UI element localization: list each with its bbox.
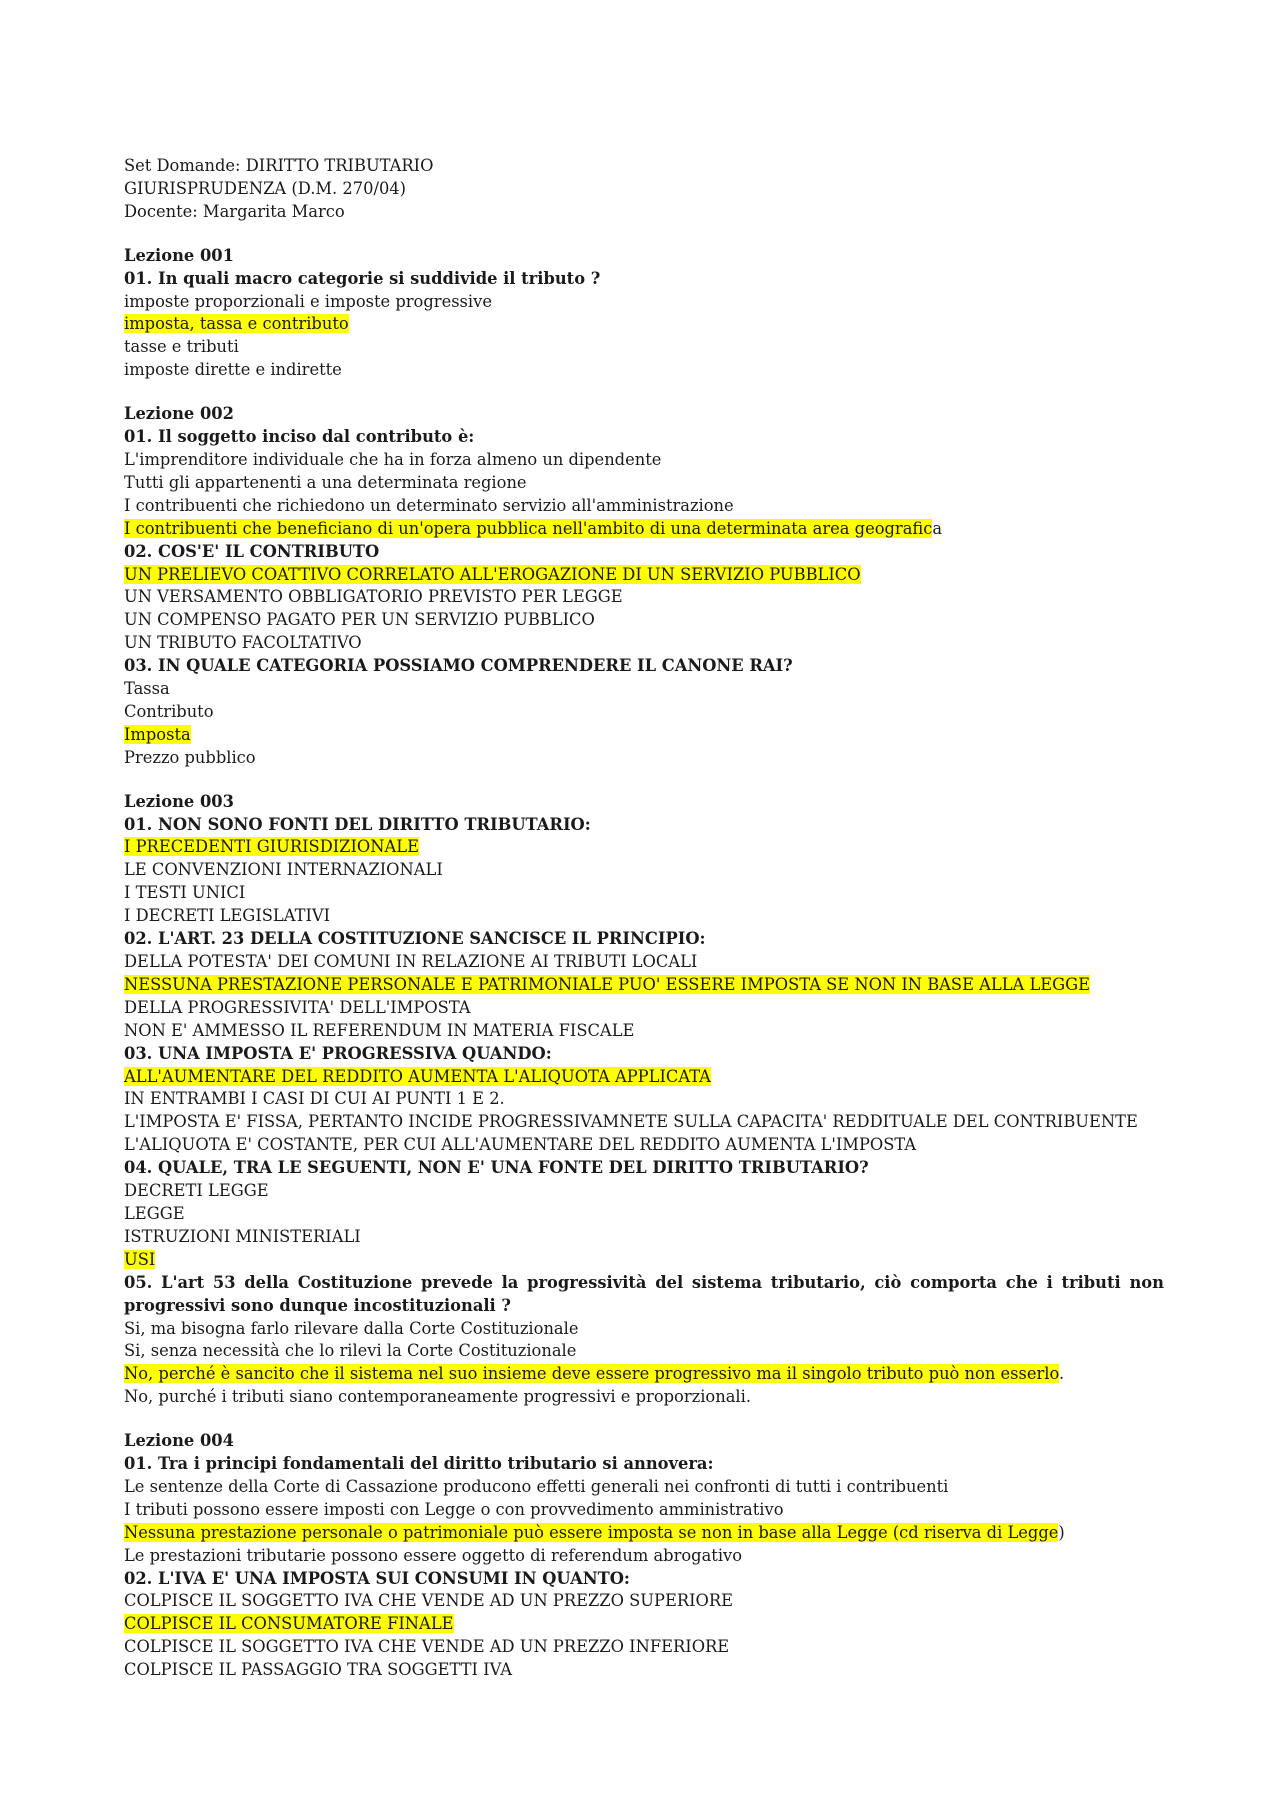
highlight-mark: Nessuna prestazione personale o patrimoniale può essere imposta se non in base alla Legge (cd riserva di Legge bbox=[124, 1522, 1059, 1542]
answer-suffix: a bbox=[932, 518, 943, 538]
highlight-mark: ALL'AUMENTARE DEL REDDITO AUMENTA L'ALIQUOTA APPLICATA bbox=[124, 1066, 711, 1086]
lesson-title: Lezione 002 bbox=[124, 404, 234, 424]
question-text: 01. Tra i principi fondamentali del diritto tributario si annovera: bbox=[124, 1454, 714, 1474]
section-spacer bbox=[124, 770, 1164, 791]
answer-option: imposte dirette e indirette bbox=[124, 360, 342, 380]
answer-option-correct bbox=[124, 1522, 1164, 1545]
header-line-course: GIURISPRUDENZA (D.M. 270/04) bbox=[124, 178, 407, 198]
answer-option: tasse e tributi bbox=[124, 337, 239, 357]
header-line-teacher: Docente: Margarita Marco bbox=[124, 201, 345, 221]
highlight-mark: Imposta bbox=[124, 724, 191, 744]
answer-option-correct bbox=[124, 1066, 1164, 1089]
answer-option: LEGGE bbox=[124, 1203, 185, 1223]
question-text: 05. L'art 53 della Costituzione prevede la progressività del sistema tributario, ciò comporta che i tributi non progressivi sono dunque incostituzionali ? bbox=[124, 1272, 1164, 1315]
answer-option: UN TRIBUTO FACOLTATIVO bbox=[124, 633, 362, 653]
lesson-section bbox=[124, 403, 1164, 770]
question-text: 02. COS'E' IL CONTRIBUTO bbox=[124, 541, 380, 561]
lesson-section bbox=[124, 791, 1164, 1409]
answer-option: Si, senza necessità che lo rilevi la Corte Costituzionale bbox=[124, 1341, 577, 1361]
answer-option: No, purché i tributi siano contemporaneamente progressivi e proporzionali. bbox=[124, 1387, 752, 1407]
answer-option: DECRETI LEGGE bbox=[124, 1181, 269, 1201]
answer-option: imposte proporzionali e imposte progressive bbox=[124, 291, 492, 311]
answer-option: UN COMPENSO PAGATO PER UN SERVIZIO PUBBLICO bbox=[124, 610, 595, 630]
answer-option: NON E' AMMESSO IL REFERENDUM IN MATERIA FISCALE bbox=[124, 1020, 635, 1040]
answer-option: L'ALIQUOTA E' COSTANTE, PER CUI ALL'AUMENTARE DEL REDDITO AUMENTA L'IMPOSTA bbox=[124, 1135, 917, 1155]
document-page bbox=[124, 155, 1164, 1682]
header-line-subject: Set Domande: DIRITTO TRIBUTARIO bbox=[124, 156, 434, 175]
section-spacer bbox=[124, 224, 1164, 245]
highlight-mark: NESSUNA PRESTAZIONE PERSONALE E PATRIMONIALE PUO' ESSERE IMPOSTA SE NON IN BASE ALLA LEGGE bbox=[124, 974, 1091, 994]
answer-option: Tutti gli appartenenti a una determinata regione bbox=[124, 472, 527, 492]
answer-suffix: . bbox=[1058, 1364, 1065, 1384]
highlight-mark: USI bbox=[124, 1249, 156, 1269]
lesson-section bbox=[124, 1430, 1164, 1682]
question-text: 01. NON SONO FONTI DEL DIRITTO TRIBUTARIO: bbox=[124, 814, 591, 834]
question-text: 02. L'IVA E' UNA IMPOSTA SUI CONSUMI IN QUANTO: bbox=[124, 1568, 630, 1588]
answer-option: Contributo bbox=[124, 701, 214, 721]
answer-option: Le prestazioni tributarie possono essere oggetto di referendum abrogativo bbox=[124, 1545, 743, 1565]
answer-option-correct bbox=[124, 1613, 1164, 1636]
answer-option: COLPISCE IL PASSAGGIO TRA SOGGETTI IVA bbox=[124, 1660, 512, 1680]
lesson-title: Lezione 001 bbox=[124, 245, 234, 265]
question-text: 01. Il soggetto inciso dal contributo è: bbox=[124, 427, 475, 447]
answer-option: Tassa bbox=[124, 679, 170, 699]
answer-suffix: ) bbox=[1058, 1522, 1065, 1542]
answer-option: Si, ma bisogna farlo rilevare dalla Corte Costituzionale bbox=[124, 1318, 579, 1338]
answer-option-correct bbox=[124, 1249, 1164, 1272]
answer-option: DELLA PROGRESSIVITA' DELL'IMPOSTA bbox=[124, 997, 471, 1017]
section-spacer bbox=[124, 382, 1164, 403]
answer-option-correct bbox=[124, 518, 1164, 541]
question-text: 04. QUALE, TRA LE SEGUENTI, NON E' UNA FONTE DEL DIRITTO TRIBUTARIO? bbox=[124, 1158, 869, 1178]
answer-option-correct bbox=[124, 1363, 1164, 1386]
section-spacer bbox=[124, 1409, 1164, 1430]
answer-option: I DECRETI LEGISLATIVI bbox=[124, 906, 331, 926]
highlight-mark: UN PRELIEVO COATTIVO CORRELATO ALL'EROGAZIONE DI UN SERVIZIO PUBBLICO bbox=[124, 564, 861, 584]
answer-option: L'IMPOSTA E' FISSA, PERTANTO INCIDE PROGRESSIVAMNETE SULLA CAPACITA' REDDITUALE DEL CONTRIBUENTE bbox=[124, 1112, 1138, 1132]
lesson-section bbox=[124, 245, 1164, 382]
answer-option: Prezzo pubblico bbox=[124, 747, 256, 767]
question-text: 03. UNA IMPOSTA E' PROGRESSIVA QUANDO: bbox=[124, 1043, 552, 1063]
answer-option-correct bbox=[124, 724, 1164, 747]
highlight-mark: imposta, tassa e contributo bbox=[124, 314, 349, 334]
answer-option: LE CONVENZIONI INTERNAZIONALI bbox=[124, 860, 443, 880]
answer-option: L'imprenditore individuale che ha in forza almeno un dipendente bbox=[124, 449, 662, 469]
answer-option-correct bbox=[124, 836, 1164, 859]
lesson-title: Lezione 004 bbox=[124, 1431, 234, 1451]
highlight-mark: I contribuenti che beneficiano di un'opera pubblica nell'ambito di una determinata area geografic bbox=[124, 518, 933, 538]
lessons-container bbox=[124, 224, 1164, 1682]
answer-option: COLPISCE IL SOGGETTO IVA CHE VENDE AD UN PREZZO SUPERIORE bbox=[124, 1591, 734, 1611]
doc-header bbox=[124, 155, 1164, 224]
answer-option: I TESTI UNICI bbox=[124, 883, 246, 903]
lesson-title: Lezione 003 bbox=[124, 791, 234, 811]
answer-option: I tributi possono essere imposti con Legge o con provvedimento amministrativo bbox=[124, 1499, 784, 1519]
highlight-mark: COLPISCE IL CONSUMATORE FINALE bbox=[124, 1614, 454, 1634]
answer-option: IN ENTRAMBI I CASI DI CUI AI PUNTI 1 E 2. bbox=[124, 1089, 505, 1109]
answer-option: DELLA POTESTA' DEI COMUNI IN RELAZIONE AI TRIBUTI LOCALI bbox=[124, 952, 698, 971]
answer-option: ISTRUZIONI MINISTERIALI bbox=[124, 1226, 361, 1246]
question-text: 01. In quali macro categorie si suddivide il tributo ? bbox=[124, 268, 601, 288]
answer-option-correct bbox=[124, 313, 1164, 336]
answer-option: Le sentenze della Corte di Cassazione producono effetti generali nei confronti di tutti i contribuenti bbox=[124, 1476, 949, 1496]
question-text: 03. IN QUALE CATEGORIA POSSIAMO COMPRENDERE IL CANONE RAI? bbox=[124, 656, 793, 676]
highlight-mark: I PRECEDENTI GIURISDIZIONALE bbox=[124, 837, 419, 857]
answer-option-correct bbox=[124, 564, 1164, 587]
answer-option: UN VERSAMENTO OBBLIGATORIO PREVISTO PER LEGGE bbox=[124, 587, 623, 607]
question-text: 02. L'ART. 23 DELLA COSTITUZIONE SANCISCE IL PRINCIPIO: bbox=[124, 929, 706, 949]
answer-option-correct bbox=[124, 974, 1164, 997]
answer-option: I contribuenti che richiedono un determinato servizio all'amministrazione bbox=[124, 495, 734, 515]
answer-option: COLPISCE IL SOGGETTO IVA CHE VENDE AD UN PREZZO INFERIORE bbox=[124, 1637, 730, 1657]
highlight-mark: No, perché è sancito che il sistema nel suo insieme deve essere progressivo ma il singolo tributo può non esserlo bbox=[124, 1364, 1059, 1384]
